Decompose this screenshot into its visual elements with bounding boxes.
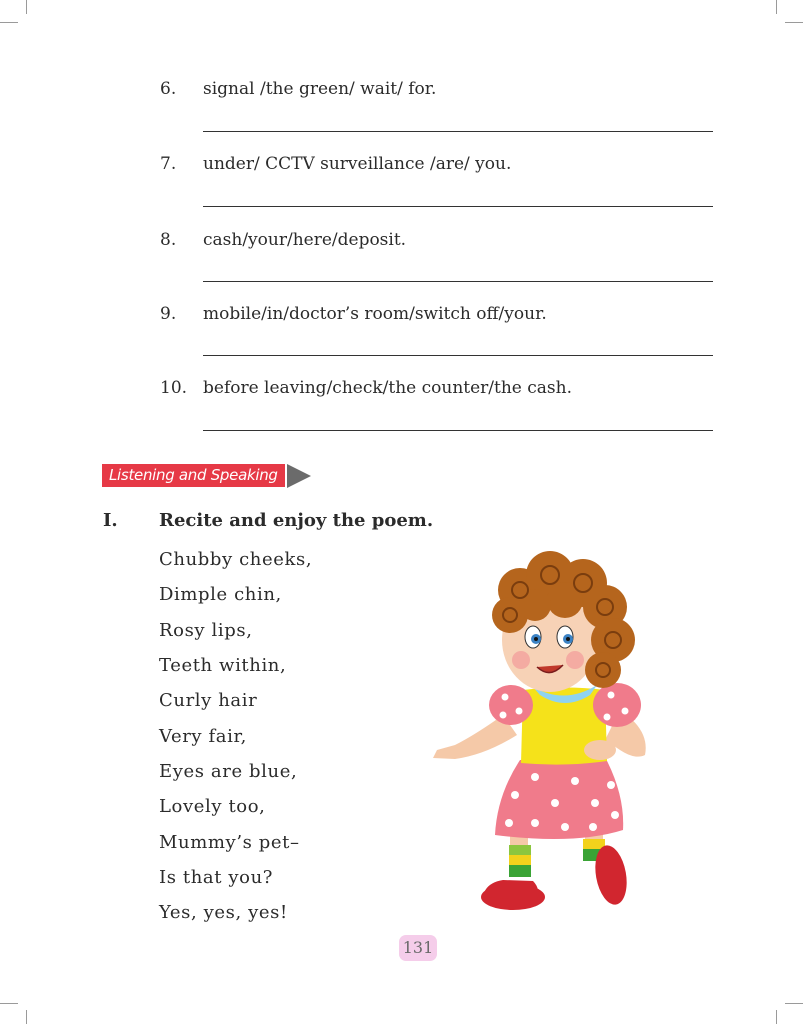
poem-line: Is that you? [159,867,274,888]
question-number: 9. [160,304,177,324]
answer-line[interactable] [203,430,713,431]
question-text: signal /the green/ wait/ for. [203,79,437,99]
crop-mark [776,0,777,14]
exercise-number: I. [103,510,118,531]
poem-line: Chubby cheeks, [159,549,313,570]
poem-line: Lovely too, [159,796,266,817]
crop-mark [785,22,803,23]
section-banner [102,463,311,488]
crop-mark [776,1010,777,1024]
crop-mark [785,1003,803,1004]
poem-line: Curly hair [159,690,258,711]
crop-mark [26,0,27,14]
question-text: mobile/in/doctor’s room/switch off/your. [203,304,547,324]
crop-mark [0,22,18,23]
answer-line[interactable] [203,355,713,356]
poem-line: Teeth within, [159,655,287,676]
girl-illustration [425,545,665,925]
question-number: 7. [160,154,177,174]
question-number: 6. [160,79,177,99]
poem-line: Eyes are blue, [159,761,298,782]
poem-line: Mummy’s pet– [159,832,300,853]
crop-mark [26,1010,27,1024]
question-text: before leaving/check/the counter/the cash. [203,378,572,398]
poem-line: Rosy lips, [159,620,253,641]
page-number: 131 [399,935,437,961]
crop-mark [0,1003,18,1004]
question-number: 10. [160,378,188,398]
section-label: Listening and Speaking [102,464,285,487]
answer-line[interactable] [203,131,713,132]
question-text: under/ CCTV surveillance /are/ you. [203,154,512,174]
poem-line: Dimple chin, [159,584,282,605]
answer-line[interactable] [203,206,713,207]
question-number: 8. [160,230,177,250]
arrow-icon [287,464,311,488]
exercise-title: Recite and enjoy the poem. [159,510,434,531]
question-text: cash/your/here/deposit. [203,230,407,250]
poem-line: Yes, yes, yes! [159,902,288,923]
answer-line[interactable] [203,281,713,282]
poem-line: Very fair, [159,726,247,747]
